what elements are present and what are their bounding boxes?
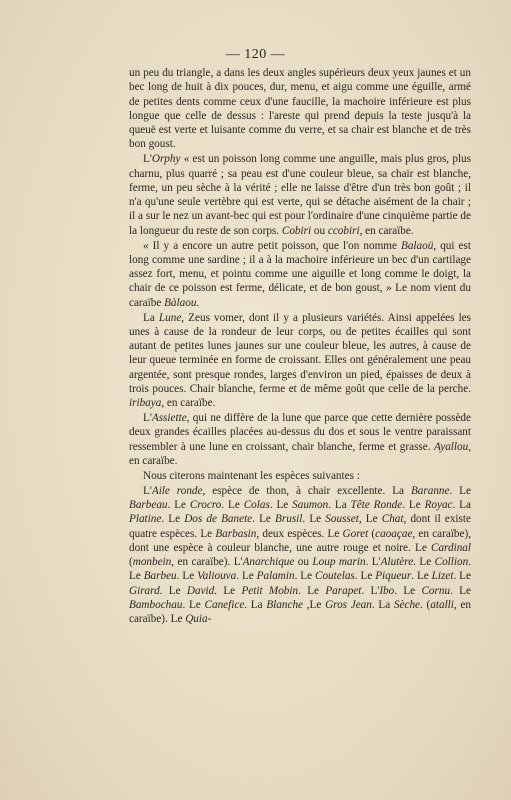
text-run: ( — [368, 527, 376, 540]
paragraph-6 — [129, 469, 471, 483]
paragraph-5 — [129, 411, 471, 468]
text-run: L' — [143, 484, 152, 497]
italic-term: atalli — [430, 598, 454, 611]
italic-term: Petit Mobin — [241, 584, 299, 597]
text-run: , dont il existe quatre espèces. Le — [129, 513, 471, 540]
text-run: , en caraïbe. — [161, 397, 216, 410]
italic-term: Alutère — [380, 556, 414, 569]
text-run: , Le — [358, 513, 382, 526]
text-run: . Le — [161, 513, 185, 526]
italic-term: Sèche — [393, 598, 421, 611]
text-run: . Le — [167, 498, 190, 511]
text-run: , deux espèces. Le — [256, 527, 343, 540]
text-run: . Le — [453, 570, 471, 583]
text-run: « est un poisson long comme une anguille, mais plus gros, plus charnu, plus quarré ; sa peau est d'une couleur bleue, sa chair est blanche, ferme, un peu sèche à la vérité ; elle ne laisse d'être d'un très bon goût ; il n'a qu'une seule vertèbre qui est verte, qui se détache aisément de la chair ; il a sur le nez un avant-bec qui est pour l'ordinaire d'une cinquième partie de la longueur du reste de son corps. — [129, 153, 471, 237]
paragraph-1 — [129, 66, 471, 152]
italic-term: Cardinal — [431, 541, 471, 554]
italic-term: Assiette — [151, 412, 187, 425]
text-run: . Le — [394, 584, 422, 597]
italic-term: iribaya — [129, 397, 162, 410]
text-run: L' — [143, 153, 152, 166]
page-number: — 120 — — [225, 47, 286, 62]
text-run: . Le — [221, 498, 244, 511]
italic-term: David — [186, 584, 215, 597]
italic-term: Cobiri — [281, 224, 312, 237]
text-run: . La — [452, 498, 471, 511]
paragraph-4 — [129, 311, 471, 411]
italic-term: Gros Jean — [325, 598, 372, 611]
italic-term: Lizet — [431, 570, 454, 583]
text-run: . Le — [214, 584, 242, 597]
italic-term: Dos de Banete — [184, 513, 253, 526]
italic-term: Barbeau — [129, 498, 168, 511]
text-run: La — [143, 311, 159, 324]
text-run: . Le — [129, 556, 471, 583]
paragraph-2 — [129, 152, 471, 238]
italic-term: Cornu — [421, 584, 451, 597]
text-run: . Le — [449, 484, 471, 497]
italic-term: Piqueur — [375, 570, 412, 583]
text-run: . Le — [269, 498, 293, 511]
italic-term: Aile ronde — [151, 484, 203, 497]
italic-term: Valiouva — [197, 570, 237, 583]
italic-term: Ayallou — [434, 440, 469, 453]
italic-term: Loup marin — [312, 556, 366, 569]
italic-term: Bambochau — [129, 598, 183, 611]
text-run: . L' — [365, 556, 381, 569]
text-run: un peu du triangle, a dans les deux angles supérieurs deux yeux jaunes et un bec long de huit à dix pouces, dur, menu, et aigu comme une éguille, armé de petites dents comme ceux d'une faucille, la machoire inférieure est plus longue que celle de dessus : l'areste qui prend depuis la teste jusqu'à la queuë est verte et luisante comme du verre, et sa chair est blanche et de très bon goust. — [129, 67, 471, 151]
italic-term: Royac — [424, 498, 453, 511]
italic-term: Chat — [381, 513, 404, 526]
text-run: . Le — [450, 584, 471, 597]
text-run: . Le — [294, 570, 315, 583]
italic-term: Parapet — [325, 584, 362, 597]
text-run: , en caraïbe). Le — [129, 598, 471, 626]
italic-term: Ibo — [379, 584, 395, 597]
text-run: , qui ne diffère de la lune que parce que cette dernière possède deux grandes écailles placées au-dessus du dos et sous le ventre paraissant ressembler à une lune en croissant, chair blanche, ferme et grasse. — [129, 412, 471, 453]
text-run: . Le — [182, 598, 205, 611]
italic-term: Bàlaou — [164, 296, 197, 309]
text-run: , en caraïbe). L' — [171, 556, 243, 569]
italic-term: Palamin — [256, 570, 295, 583]
italic-term: Girard — [129, 584, 160, 597]
text-run: . — [196, 296, 200, 309]
italic-term: Quia- — [185, 613, 212, 626]
italic-term: Coutelas — [315, 570, 355, 583]
text-run: ,Le — [303, 598, 326, 611]
text-run: ou — [294, 556, 313, 569]
italic-term: ccobiri — [327, 224, 360, 237]
text-run: . La — [244, 598, 267, 611]
text-run: . Le — [411, 570, 432, 583]
text-run: . Le — [402, 498, 425, 511]
text-run: . Le — [159, 584, 187, 597]
italic-term: Blanche — [266, 598, 303, 611]
italic-term: Saumon — [292, 498, 329, 511]
italic-term: Balaoü — [401, 239, 434, 252]
text-run: , en caraïbe. — [359, 224, 414, 237]
text-run: . Le — [354, 570, 376, 583]
italic-term: Orphy — [151, 153, 181, 166]
paragraph-3 — [129, 239, 471, 310]
text-run: . La — [371, 598, 394, 611]
italic-term: Barbasin — [215, 527, 257, 540]
italic-term: Goret — [342, 527, 369, 540]
italic-term: Colas — [243, 498, 270, 511]
text-run: . Le — [413, 556, 435, 569]
text-run: . La — [328, 498, 351, 511]
text-run: . Le — [298, 584, 326, 597]
italic-term: Baranne — [410, 484, 450, 497]
text-run: , en caraïbe. — [129, 440, 471, 468]
text-run: « Il y a encore un autre petit poisson, que l'on nomme — [143, 239, 401, 252]
paragraph-7 — [129, 484, 471, 627]
italic-term: Crocro — [189, 498, 222, 511]
text-run: . Le — [302, 513, 326, 526]
italic-term: Platine — [129, 513, 162, 526]
italic-term: Barbeu — [143, 570, 177, 583]
text-run: , qui est long comme une sardine ; il a à la machoire inférieure un bec d'un cartilage assez fort, menu, et pointu comme une aiguille et long comme le doigt, la chair de ce poisson est ferme, délicate, et de bon goust, » Le nom vient du caraïbe — [129, 239, 471, 309]
text-run: . Le — [252, 513, 276, 526]
italic-term: Tête Ronde — [350, 498, 403, 511]
italic-term: Brusil — [275, 513, 303, 526]
text-run: , espèce de thon, à chair excellente. La — [202, 484, 411, 497]
text-body — [129, 66, 471, 627]
text-run: . Le — [176, 570, 198, 583]
text-run: . Le — [236, 570, 257, 583]
text-run: . L' — [361, 584, 380, 597]
italic-term: monbein — [132, 556, 172, 569]
italic-term: Canefice — [204, 598, 245, 611]
text-run: Nous citerons maintenant les espèces suivantes : — [143, 469, 360, 482]
text-run: L' — [143, 412, 152, 425]
text-run: ou — [311, 224, 328, 237]
italic-term: Anarchique — [242, 556, 295, 569]
italic-term: Lune — [158, 311, 182, 324]
text-run: ( — [129, 556, 133, 569]
italic-term: Sousset — [325, 513, 359, 526]
italic-term: Collion — [434, 556, 469, 569]
text-run: . ( — [420, 598, 431, 611]
text-run: , en caraïbe), dont une espèce à couleur blanche, une autre rouge et noire. Le — [129, 527, 472, 554]
text-run: , Zeus vomer, dont il y a plusieurs variétés. Ainsi appelées les unes à cause de la rondeur de leur corps, ou de petites écailles qui sont autant de petites lunes jaunes sur une couleur bleue, les autres, à cause de leur queue terminée en forme de croissant. Elles ont généralement une peau argentée, sont presque rondes, larges d'environ un pied, épaisses de deux à trois pouces. Chair blanche, ferme et de même goût que celle de la perche. — [129, 311, 471, 396]
italic-term: caoaçae — [375, 527, 413, 540]
